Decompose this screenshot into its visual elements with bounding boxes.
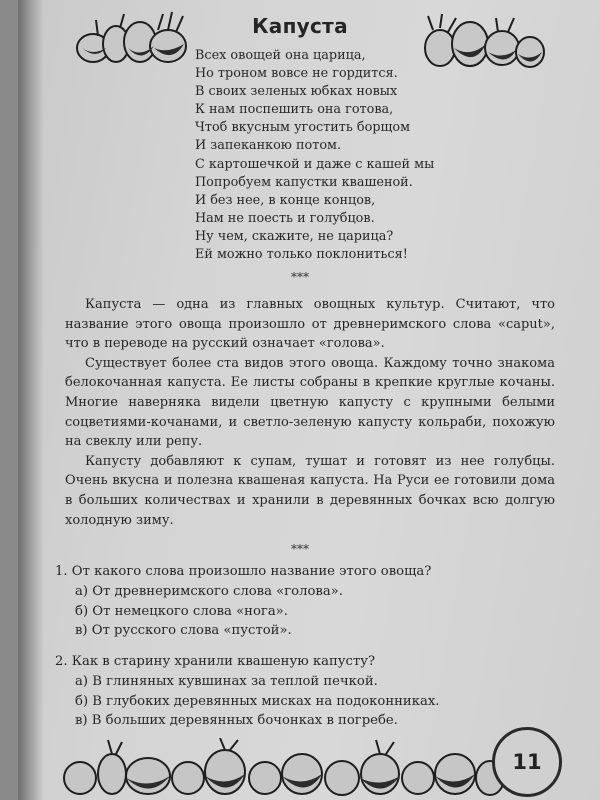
- poem-line: И без нее, в конце концов,: [195, 192, 376, 208]
- answer-option: а) В глиняных кувшинах за теплой печкой.: [75, 674, 378, 689]
- section-separator: ***: [291, 270, 309, 284]
- answer-option: в) В больших деревянных бочонках в погребе.: [75, 713, 398, 728]
- paragraph: Капуста — одна из главных овощных культур. Считают, что название этого овоща произошло от древнеримского слова «caput», что в переводе на русский означает «голова».: [65, 297, 555, 352]
- page-title: Капуста: [252, 14, 348, 38]
- answer-option: б) В глубоких деревянных мисках на подоконниках.: [75, 693, 440, 709]
- page-number: 11: [492, 727, 562, 797]
- question-2: [55, 652, 439, 731]
- poem-line: Ей можно только поклониться!: [195, 247, 408, 263]
- book-spine-shadow: [18, 0, 44, 800]
- question-text: 2. Как в старину хранили квашеную капусту?: [55, 654, 376, 669]
- poem-line: В своих зеленых юбках новых: [195, 84, 398, 100]
- vegetables-illustration-bottom: [60, 738, 505, 800]
- section-separator-2: ***: [291, 542, 309, 556]
- poem-line: С картошечкой и даже с кашей мы: [195, 156, 435, 172]
- answer-option: б) От немецкого слова «нога».: [75, 603, 288, 619]
- article-text: [65, 295, 555, 530]
- paragraph: Капусту добавляют к супам, тушат и готовят из нее голубцы. Очень вкусна и полезна квашеная капуста. На Руси ее готовили дома в больших количествах и хранили в деревянных бочках всю долгую холодную зиму.: [65, 453, 555, 528]
- question-1: [55, 562, 431, 641]
- answer-option: в) От русского слова «пустой».: [75, 623, 292, 638]
- paragraph: Существует более ста видов этого овоща. Каждому точно знакома белокочанная капуста. Ее листы собраны в крепкие круглые кочаны. Многие наверняка видели цветную капусту с крупными белыми соцветиями-кочанами, и светло-зеленую капусту кольраби, похожую на свеклу или репу.: [65, 355, 555, 450]
- poem-line: И запеканкою потом.: [195, 138, 342, 154]
- poem-line: Но троном вовсе не гордится.: [195, 66, 398, 82]
- poem-line: Ну чем, скажите, не царица?: [195, 228, 394, 244]
- poem-line: Всех овощей она царица,: [195, 48, 366, 63]
- poem-line: Нам не поесть и голубцов.: [195, 210, 375, 226]
- answer-option: а) От древнеримского слова «голова».: [75, 584, 343, 599]
- poem-line: Попробуем капустки квашеной.: [195, 174, 413, 190]
- poem-line: К нам поспешить она готова,: [195, 102, 394, 118]
- poem: [195, 47, 434, 264]
- question-text: 1. От какого слова произошло название этого овоща?: [55, 564, 432, 579]
- poem-line: Чтоб вкусным угостить борщом: [195, 120, 411, 136]
